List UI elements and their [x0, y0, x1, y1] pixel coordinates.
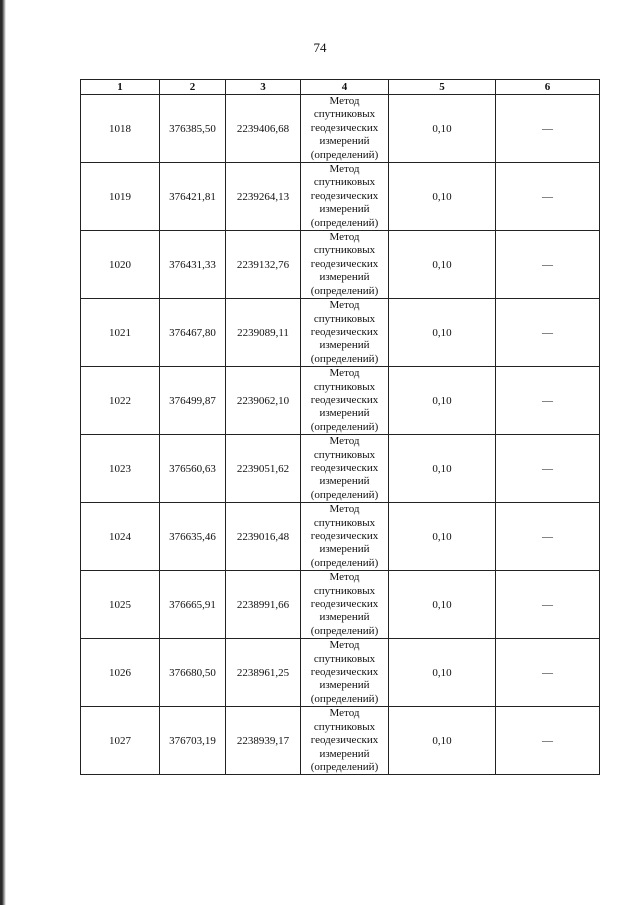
method-line: измерений [319, 339, 370, 352]
accuracy-cell: 0,10 [389, 95, 496, 163]
method-line: Метод [329, 367, 360, 380]
coordinate-x-cell: 376635,46 [160, 503, 226, 571]
method-line: геодезических [310, 461, 379, 474]
method-cell [301, 367, 389, 435]
method-line: геодезических [310, 598, 379, 611]
method-line: измерений [319, 203, 370, 216]
method-cell [301, 299, 389, 367]
coordinate-x-cell: 376421,81 [160, 163, 226, 231]
table-row [81, 231, 600, 299]
note-cell [496, 231, 600, 299]
method-cell [301, 571, 389, 639]
method-line: измерений [319, 407, 370, 420]
coordinate-x-cell: 376467,80 [160, 299, 226, 367]
table-row [81, 367, 600, 435]
accuracy-cell: 0,10 [389, 639, 496, 707]
note-cell [496, 95, 600, 163]
method-line: геодезических [310, 121, 379, 134]
method-cell [301, 231, 389, 299]
note-cell [496, 367, 600, 435]
table-row [81, 503, 600, 571]
table-header-row [81, 80, 600, 95]
point-number-cell: 1025 [81, 571, 160, 639]
note-cell [496, 299, 600, 367]
coordinate-y-cell: 2239016,48 [226, 503, 301, 571]
coordinate-x-cell: 376703,19 [160, 707, 226, 775]
method-line: Метод [329, 435, 360, 448]
method-line: геодезических [310, 734, 379, 747]
coordinate-y-cell: 2238961,25 [226, 639, 301, 707]
accuracy-cell: 0,10 [389, 503, 496, 571]
method-line: (определений) [310, 624, 379, 637]
coordinate-x-cell: 376499,87 [160, 367, 226, 435]
method-line: Метод [329, 299, 360, 312]
method-line: Метод [329, 503, 360, 516]
note-dash: — [542, 530, 553, 543]
note-cell [496, 163, 600, 231]
point-number-cell: 1021 [81, 299, 160, 367]
point-number-cell: 1020 [81, 231, 160, 299]
accuracy-cell: 0,10 [389, 367, 496, 435]
point-number-cell: 1023 [81, 435, 160, 503]
note-dash: — [542, 598, 553, 611]
method-line: (определений) [310, 692, 379, 705]
note-cell [496, 571, 600, 639]
method-line: (определений) [310, 284, 379, 297]
note-dash: — [542, 258, 553, 271]
method-line: спутниковых [313, 584, 376, 597]
table-row [81, 571, 600, 639]
point-number-cell: 1019 [81, 163, 160, 231]
header-col-6: 6 [496, 80, 600, 95]
method-line: измерений [319, 611, 370, 624]
method-line: спутниковых [313, 380, 376, 393]
note-cell [496, 639, 600, 707]
coordinate-y-cell: 2239051,62 [226, 435, 301, 503]
method-line: измерений [319, 135, 370, 148]
coordinate-y-cell: 2239264,13 [226, 163, 301, 231]
method-cell [301, 707, 389, 775]
method-line: измерений [319, 271, 370, 284]
accuracy-cell: 0,10 [389, 707, 496, 775]
method-line: спутниковых [313, 244, 376, 257]
coordinate-y-cell: 2238991,66 [226, 571, 301, 639]
table-row [81, 163, 600, 231]
note-dash: — [542, 190, 553, 203]
method-line: геодезических [310, 530, 379, 542]
method-cell [301, 435, 389, 503]
note-dash: — [542, 326, 553, 339]
table-body [81, 95, 600, 775]
method-line: (определений) [310, 216, 379, 229]
method-cell [301, 163, 389, 231]
accuracy-cell: 0,10 [389, 231, 496, 299]
method-line: (определений) [310, 420, 379, 433]
page-number: 74 [313, 40, 327, 55]
table-row [81, 639, 600, 707]
header-col-3: 3 [226, 80, 301, 95]
method-line: геодезических [310, 666, 379, 679]
header-col-5: 5 [389, 80, 496, 95]
method-line: спутниковых [313, 448, 376, 461]
point-number-cell: 1022 [81, 367, 160, 435]
method-line: (определений) [310, 352, 379, 365]
method-line: спутниковых [313, 516, 376, 529]
coordinate-x-cell: 376560,63 [160, 435, 226, 503]
method-line: спутниковых [313, 720, 376, 733]
header-col-1: 1 [81, 80, 160, 95]
note-dash: — [542, 122, 553, 135]
method-line: (определений) [310, 148, 379, 161]
method-cell [301, 95, 389, 163]
coordinate-x-cell: 376431,33 [160, 231, 226, 299]
method-line: Метод [329, 707, 360, 720]
method-line: геодезических [310, 189, 379, 202]
method-line: (определений) [310, 488, 379, 501]
accuracy-cell: 0,10 [389, 163, 496, 231]
coordinate-x-cell: 376385,50 [160, 95, 226, 163]
method-line: спутниковых [313, 176, 376, 189]
table-row [81, 707, 600, 775]
note-dash: — [542, 394, 553, 407]
note-dash: — [542, 666, 553, 679]
scan-edge-shadow [0, 0, 6, 905]
header-col-2: 2 [160, 80, 226, 95]
note-dash: — [542, 462, 553, 475]
point-number-cell: 1018 [81, 95, 160, 163]
method-cell [301, 639, 389, 707]
method-line: спутниковых [313, 108, 376, 121]
method-line: измерений [319, 475, 370, 488]
table-row [81, 435, 600, 503]
accuracy-cell: 0,10 [389, 435, 496, 503]
accuracy-cell: 0,10 [389, 571, 496, 639]
point-number-cell: 1024 [81, 503, 160, 571]
method-line: геодезических [310, 257, 379, 270]
method-line: спутниковых [313, 312, 376, 325]
method-line: Метод [329, 571, 360, 584]
coordinates-table [80, 79, 600, 775]
method-line: Метод [329, 95, 360, 107]
point-number-cell: 1026 [81, 639, 160, 707]
method-cell [301, 503, 389, 571]
table-row [81, 95, 600, 163]
method-line: измерений [319, 543, 370, 556]
method-line: Метод [329, 231, 360, 244]
method-line: Метод [329, 163, 360, 176]
method-line: (определений) [310, 556, 379, 569]
method-line: спутниковых [313, 652, 376, 665]
method-line: (определений) [310, 760, 379, 773]
note-cell [496, 707, 600, 775]
method-line: измерений [319, 679, 370, 692]
point-number-cell: 1027 [81, 707, 160, 775]
coordinate-y-cell: 2239062,10 [226, 367, 301, 435]
note-cell [496, 503, 600, 571]
method-line: геодезических [310, 393, 379, 406]
coordinate-x-cell: 376665,91 [160, 571, 226, 639]
coordinate-y-cell: 2238939,17 [226, 707, 301, 775]
note-dash: — [542, 734, 553, 747]
accuracy-cell: 0,10 [389, 299, 496, 367]
coordinate-y-cell: 2239089,11 [226, 299, 301, 367]
coordinate-y-cell: 2239406,68 [226, 95, 301, 163]
table-row [81, 299, 600, 367]
note-cell [496, 435, 600, 503]
coordinate-y-cell: 2239132,76 [226, 231, 301, 299]
header-col-4: 4 [301, 80, 389, 95]
coordinate-x-cell: 376680,50 [160, 639, 226, 707]
method-line: геодезических [310, 325, 379, 338]
method-line: измерений [319, 747, 370, 760]
method-line: Метод [329, 639, 360, 652]
